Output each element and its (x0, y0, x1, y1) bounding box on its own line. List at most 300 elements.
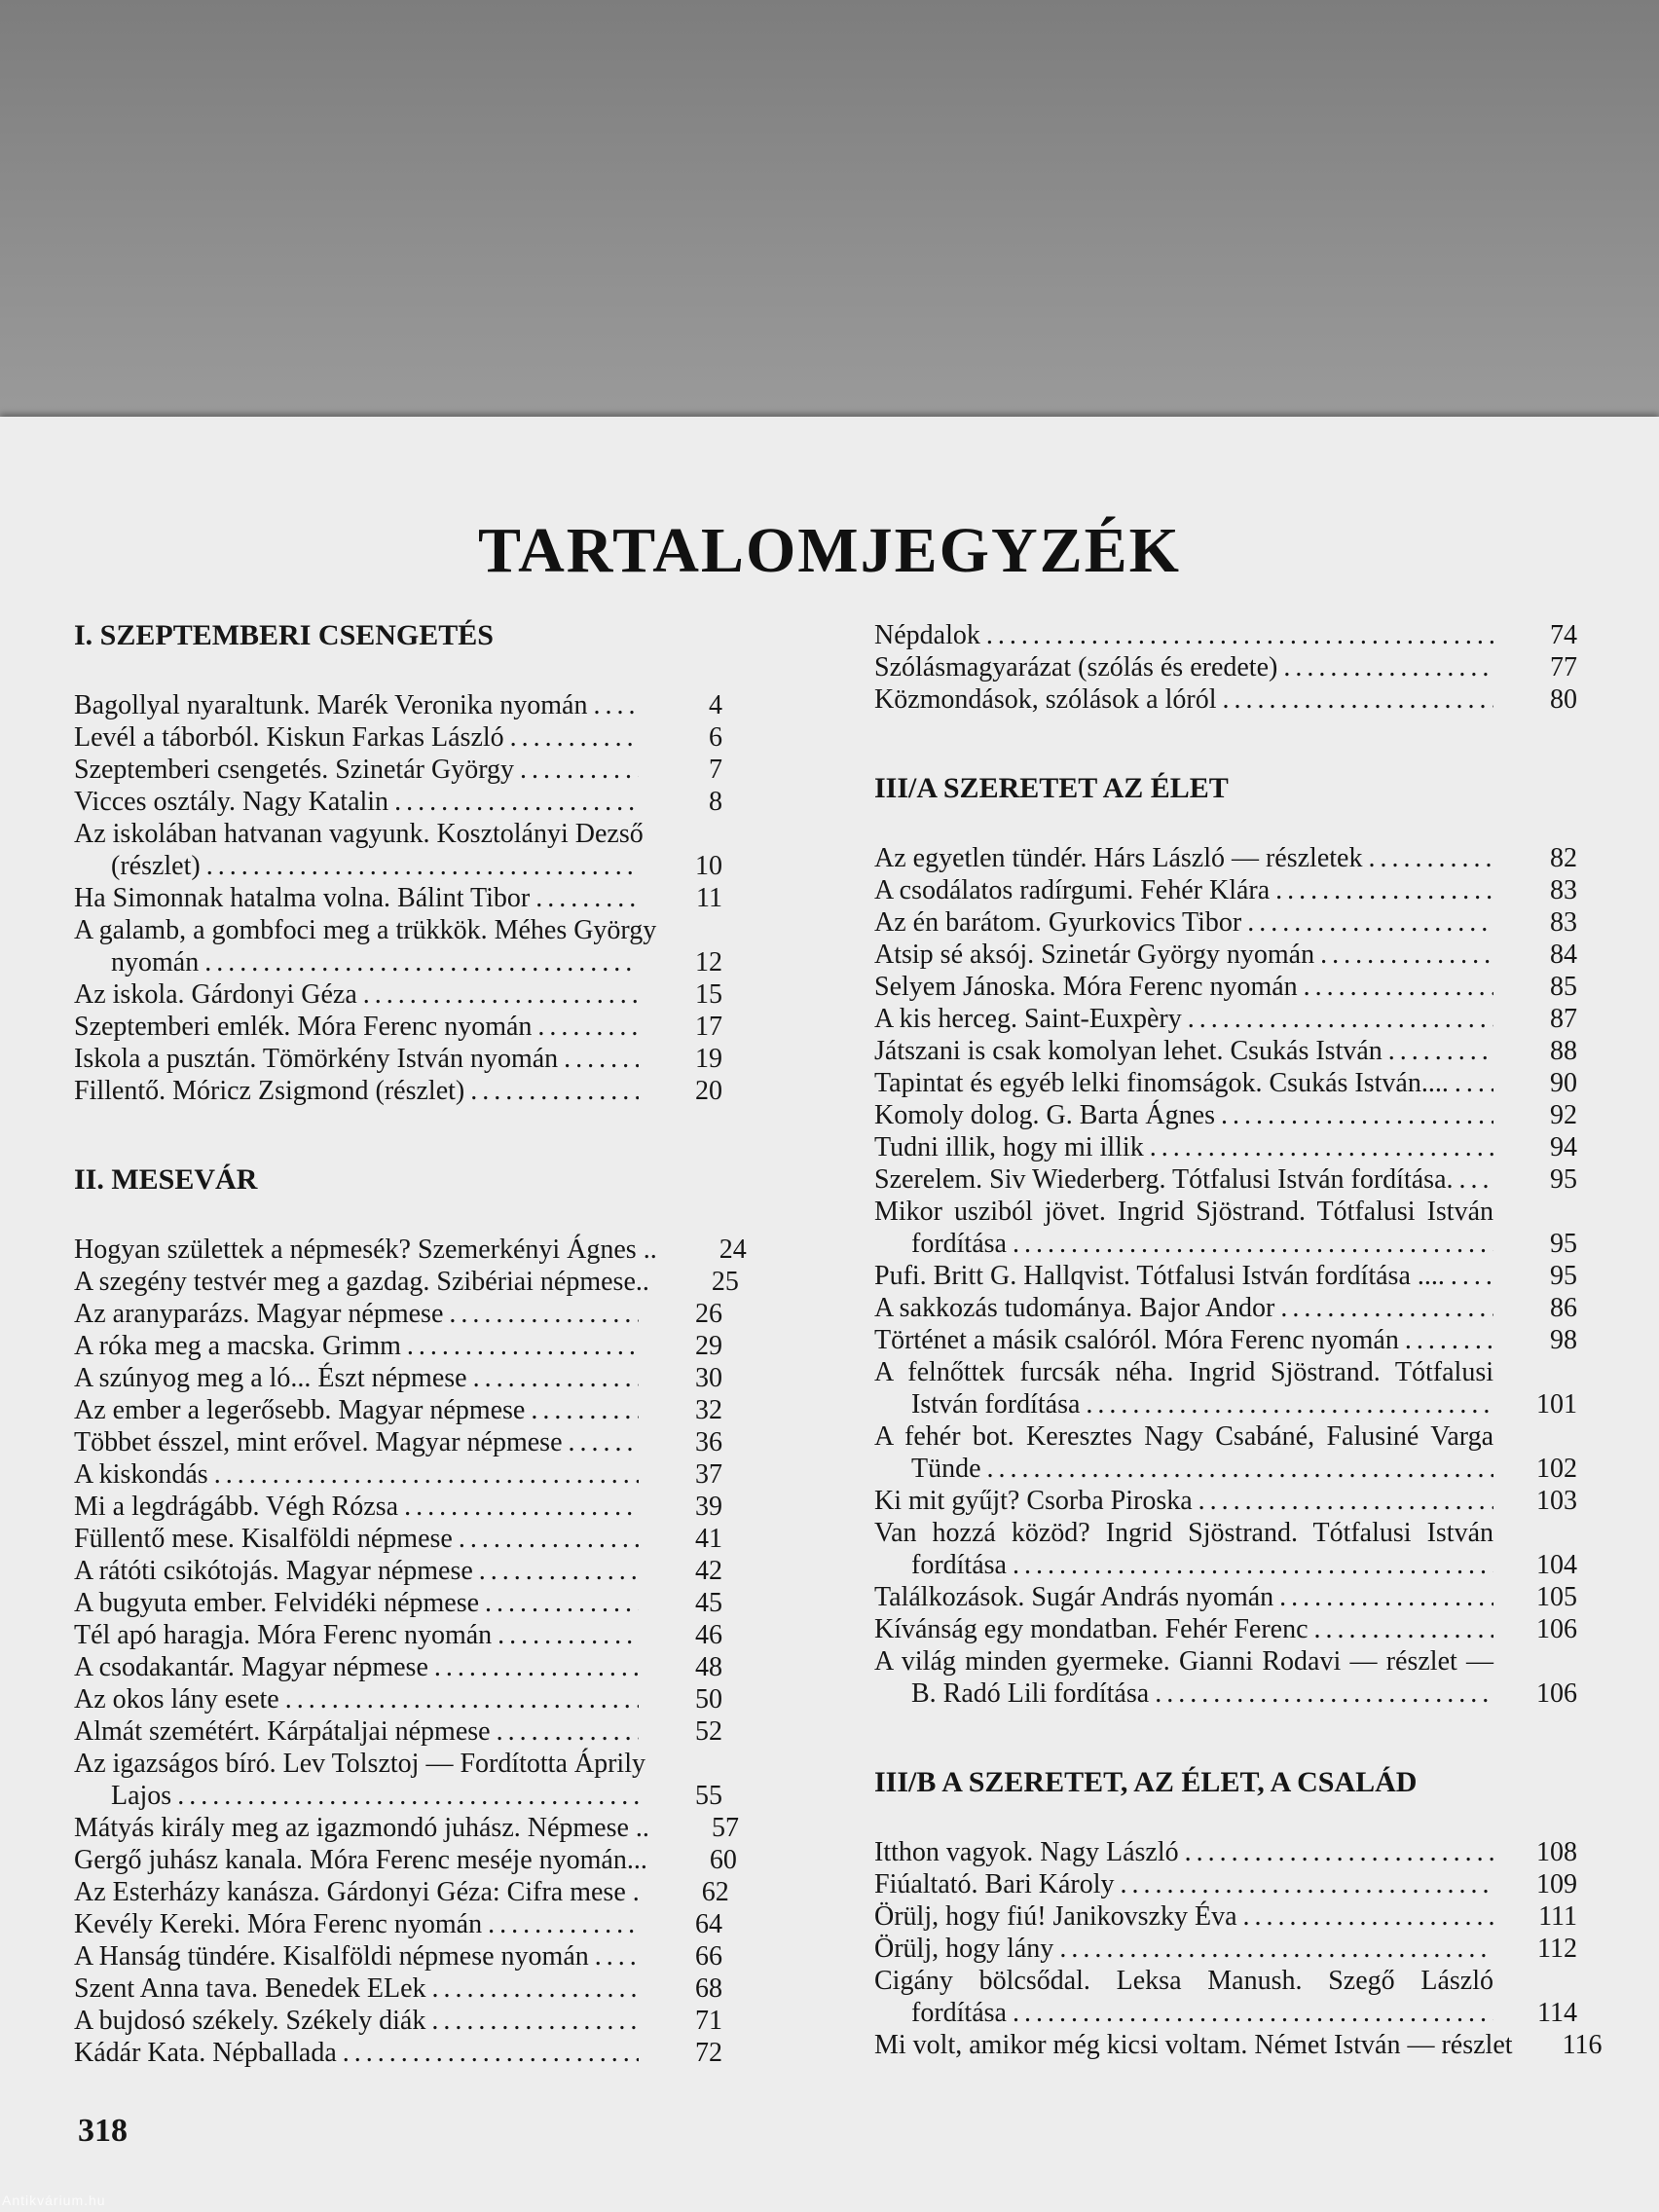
dot-leader (1013, 1997, 1493, 2029)
dot-leader (520, 754, 639, 786)
toc-entry (874, 1067, 1577, 1099)
watermark-logo: Antikvárium.hu (2, 2193, 106, 2208)
toc-entry (74, 882, 722, 914)
toc-entry-text: Kívánság egy mondatban. Fehér Ferenc (874, 1614, 1309, 1644)
toc-entry (874, 1420, 1577, 1485)
dot-leader (459, 1523, 639, 1555)
toc-entry-line (74, 978, 722, 1011)
toc-entry-line (874, 1549, 1577, 1581)
toc-page-number: 104 (1536, 1550, 1577, 1580)
toc-entry (74, 1491, 722, 1523)
toc-entry-line (874, 1388, 1577, 1420)
toc-page-number: 114 (1537, 1998, 1577, 2028)
dot-leader (1013, 1549, 1493, 1581)
toc-entry-line (874, 874, 1577, 906)
dot-leader (535, 882, 639, 914)
toc-entry (874, 651, 1577, 683)
toc-entry (74, 1748, 722, 1812)
toc-page-number: 98 (1550, 1325, 1577, 1355)
left-column (74, 619, 747, 2069)
toc-entry-text: Szent Anna tava. Benedek ELek (74, 1973, 426, 2004)
toc-entry (874, 1836, 1577, 1868)
dot-leader (1188, 1003, 1493, 1035)
toc-entry-text: Tudni illik, hogy mi illik (874, 1132, 1144, 1162)
toc-entry-line (874, 1228, 1577, 1260)
toc-entry-text: Ha Simonnak hatalma volna. Bálint Tibor (74, 883, 531, 913)
toc-entry (874, 1196, 1577, 1260)
toc-entry (74, 1908, 722, 1940)
dot-leader (1368, 842, 1493, 874)
dot-leader (285, 1683, 639, 1715)
toc-entry-text: Tapintat és egyéb lelki finomságok. Csukás István.... (874, 1068, 1449, 1098)
right-column (874, 619, 1603, 2061)
section-heading: III/A SZERETET AZ ÉLET (874, 772, 1229, 804)
dot-leader (394, 786, 639, 818)
toc-entry-line (74, 1043, 722, 1075)
toc-entry-text: A csodálatos radírgumi. Fehér Klára (874, 875, 1271, 905)
toc-entry-text: A galamb, a gombfoci meg a trükkök. Méhes György (74, 915, 657, 945)
toc-entry-text: Fiúaltató. Bari Károly (874, 1869, 1115, 1899)
toc-entry-line (74, 1587, 722, 1619)
dot-leader (449, 1298, 639, 1330)
dot-leader (404, 1491, 639, 1523)
dot-leader (498, 1619, 639, 1651)
toc-entry-line (874, 1997, 1577, 2029)
toc-entry-text: Füllentő mese. Kisalföldi népmese (74, 1524, 453, 1554)
toc-entry (874, 1003, 1577, 1035)
toc-entry (74, 1234, 747, 1266)
toc-entry-text: A bugyuta ember. Felvidéki népmese (74, 1588, 480, 1618)
toc-entry-line (74, 1523, 722, 1555)
toc-page-number: 20 (695, 1076, 722, 1106)
toc-entry-line (74, 818, 722, 850)
dot-leader (1388, 1035, 1493, 1067)
dot-leader (595, 1940, 639, 1972)
toc-entry-text: Az iskolában hatvanan vagyunk. Kosztolányi Dezső (74, 819, 644, 849)
toc-page-number: 46 (695, 1620, 722, 1650)
toc-entry-line (74, 1234, 747, 1266)
toc-entry-text: fordítása (911, 1550, 1007, 1580)
toc-entry (74, 1458, 722, 1491)
dot-leader (497, 1715, 639, 1748)
page-title: TARTALOMJEGYZÉK (478, 515, 1181, 586)
dot-leader (1221, 1099, 1493, 1131)
dot-leader (986, 619, 1493, 651)
dot-leader (473, 1362, 639, 1394)
toc-entry-text: Selyem Jánoska. Móra Ferenc nyomán (874, 972, 1298, 1002)
toc-entry-text: A felnőttek furcsák néha. Ingrid Sjöstrand. Tótfalusi (874, 1357, 1493, 1387)
dot-leader (1223, 683, 1494, 716)
toc-entry (74, 2037, 722, 2069)
toc-entry-line (874, 1836, 1577, 1868)
toc-entry (874, 1933, 1577, 1965)
toc-entry (874, 1356, 1577, 1420)
dot-leader (531, 1394, 639, 1426)
dot-leader (204, 946, 639, 978)
background-surface (0, 0, 1659, 419)
dot-leader (432, 1972, 639, 2005)
toc-entry-line (74, 1651, 722, 1683)
toc-entry (874, 939, 1577, 971)
toc-entry-line (74, 882, 722, 914)
toc-entry-line (74, 1266, 739, 1298)
toc-page-number: 48 (695, 1652, 722, 1682)
toc-entry-line (74, 1491, 722, 1523)
toc-entry-text: A csodakantár. Magyar népmese (74, 1652, 428, 1682)
toc-page-number: 25 (711, 1267, 739, 1297)
toc-entry-line (74, 914, 722, 946)
dot-leader (488, 1908, 639, 1940)
toc-entry-line (874, 1677, 1577, 1710)
toc-entry-text: Bagollyal nyaraltunk. Marék Veronika nyomán (74, 690, 588, 720)
toc-entry-text: Örülj, hogy lány (874, 1934, 1054, 1964)
dot-leader (510, 721, 639, 754)
toc-entry-line (74, 1362, 722, 1394)
toc-page-number: 24 (719, 1235, 747, 1265)
dot-leader (434, 1651, 639, 1683)
toc-entry (74, 1011, 722, 1043)
toc-entry-line (74, 721, 722, 754)
toc-entry-text: Mátyás király meg az igazmondó juhász. Népmese .. (74, 1813, 649, 1843)
toc-page-number: 64 (695, 1909, 722, 1939)
toc-entry-line (74, 1683, 722, 1715)
dot-leader (363, 978, 639, 1011)
toc-entry-line (874, 1356, 1577, 1388)
toc-entry-text: A rátóti csikótojás. Magyar népmese (74, 1556, 473, 1586)
toc-entry-text: Mi a legdrágább. Végh Rózsa (74, 1492, 399, 1522)
toc-entry-line (874, 683, 1577, 716)
book-page (0, 417, 1659, 2212)
toc-entry (874, 1517, 1577, 1581)
toc-entry-text: Gergő juhász kanala. Móra Ferenc meséje nyomán... (74, 1845, 647, 1875)
toc-entry (874, 1035, 1577, 1067)
toc-page-number: 102 (1536, 1454, 1577, 1484)
toc-entry-text: Kevély Kereki. Móra Ferenc nyomán (74, 1909, 483, 1939)
dot-leader (1247, 906, 1493, 939)
dot-leader (1013, 1228, 1493, 1260)
dot-leader (1275, 874, 1493, 906)
toc-entry-text: Szeptemberi csengetés. Szinetár György (74, 755, 515, 785)
dot-leader (1304, 971, 1493, 1003)
toc-entry-text: Az egyetlen tündér. Hárs László — részletek (874, 843, 1363, 873)
dot-leader (1459, 1163, 1494, 1196)
toc-page-number: 68 (695, 1973, 722, 2004)
toc-page-number: 111 (1538, 1901, 1577, 1932)
toc-entry (874, 1099, 1577, 1131)
toc-entry-text: Az iskola. Gárdonyi Géza (74, 979, 357, 1010)
toc-entry-line (74, 1075, 722, 1107)
toc-entry-line (874, 619, 1577, 651)
toc-entry-line (74, 786, 722, 818)
toc-entry-text: Szólásmagyarázat (szólás és eredete) (874, 652, 1278, 682)
section-heading: III/B A SZERETET, AZ ÉLET, A CSALÁD (874, 1766, 1418, 1798)
section-heading: II. MESEVÁR (74, 1163, 258, 1196)
toc-entry-text: Lajos (111, 1781, 172, 1811)
toc-entry (874, 1485, 1577, 1517)
toc-entry-line (74, 1972, 722, 2005)
toc-entry-text: A fehér bot. Keresztes Nagy Csabáné, Falusiné Varga (874, 1421, 1493, 1452)
toc-entry-text: Találkozások. Sugár András nyomán (874, 1582, 1274, 1612)
toc-entry (74, 1362, 722, 1394)
dot-leader (485, 1587, 639, 1619)
toc-entry-text: Tél apó haragja. Móra Ferenc nyomán (74, 1620, 493, 1650)
toc-entry (74, 1043, 722, 1075)
dot-leader (1198, 1485, 1493, 1517)
toc-entry-text: Cigány bölcsődal. Leksa Manush. Szegő László (874, 1966, 1493, 1996)
toc-page-number: 88 (1550, 1036, 1577, 1066)
toc-entry-text: A sakkozás tudománya. Bajor Andor (874, 1293, 1275, 1323)
dot-leader (1059, 1933, 1493, 1965)
toc-page-number: 94 (1550, 1132, 1577, 1162)
toc-entry-text: Fillentő. Móricz Zsigmond (részlet) (74, 1076, 465, 1106)
toc-entry-text: nyomán (111, 947, 200, 977)
toc-page-number: 83 (1550, 875, 1577, 905)
toc-entry-line (874, 1196, 1577, 1228)
toc-page-number: 83 (1550, 907, 1577, 938)
toc-entry (74, 689, 722, 721)
toc-entry-line (74, 1844, 737, 1876)
dot-leader (407, 1330, 639, 1362)
toc-entry (74, 1940, 722, 1972)
toc-page-number: 101 (1536, 1389, 1577, 1419)
toc-page-number: 112 (1537, 1934, 1577, 1964)
toc-entry (874, 1868, 1577, 1900)
toc-page-number: 45 (695, 1588, 722, 1618)
toc-entry-text: A kiskondás (74, 1459, 208, 1490)
toc-page-number: 103 (1536, 1486, 1577, 1516)
toc-entry (74, 786, 722, 818)
toc-entry-text: A bujdosó székely. Székely diák (74, 2006, 426, 2036)
toc-entry-text: Közmondások, szólások a lóról (874, 684, 1217, 715)
toc-page-number: 17 (695, 1012, 722, 1042)
toc-page-number: 15 (695, 979, 722, 1010)
dot-leader (1320, 939, 1493, 971)
toc-entry (874, 1645, 1577, 1710)
toc-entry-text: A szúnyog meg a ló... Észt népmese (74, 1363, 467, 1393)
toc-page-number: 11 (696, 883, 722, 913)
toc-entry (74, 1619, 722, 1651)
toc-entry-text: István fordítása (911, 1389, 1081, 1419)
toc-page-number: 95 (1550, 1164, 1577, 1195)
toc-entry (874, 1131, 1577, 1163)
toc-entry (874, 1292, 1577, 1324)
toc-page-number: 6 (709, 722, 722, 753)
section-heading: I. SZEPTEMBERI CSENGETÉS (74, 619, 494, 651)
toc-entry-text: Az igazságos bíró. Lev Tolsztoj — Fordította Áprily (74, 1749, 645, 1779)
toc-entry-line (74, 1426, 722, 1458)
toc-entry (74, 1330, 722, 1362)
toc-page-number: 95 (1550, 1261, 1577, 1291)
toc-entry-text: Örülj, hogy fiú! Janikovszky Éva (874, 1901, 1237, 1932)
toc-entry (874, 1965, 1577, 2029)
toc-entry-text: Népdalok (874, 620, 980, 650)
toc-entry-text: A szegény testvér meg a gazdag. Szibériai népmese.. (74, 1267, 649, 1297)
toc-entry (74, 1812, 739, 1844)
dot-leader (1150, 1131, 1493, 1163)
toc-entry (74, 1298, 722, 1330)
toc-entry-text: Játszani is csak komolyan lehet. Csukás István (874, 1036, 1382, 1066)
toc-entry (74, 1876, 729, 1908)
toc-entry-text: Itthon vagyok. Nagy László (874, 1837, 1179, 1867)
toc-entry (74, 1587, 722, 1619)
toc-entry-line (74, 1011, 722, 1043)
toc-page-number: 37 (695, 1459, 722, 1490)
toc-entry-line (74, 1298, 722, 1330)
toc-entry (874, 2029, 1603, 2061)
toc-entry-line (874, 1453, 1577, 1485)
toc-entry-line (74, 1394, 722, 1426)
toc-page-number: 10 (695, 851, 722, 881)
toc-entry-line (874, 1035, 1577, 1067)
toc-page-number: 62 (701, 1877, 729, 1907)
toc-entry-text: Komoly dolog. G. Barta Ágnes (874, 1100, 1215, 1130)
toc-page-number: 80 (1550, 684, 1577, 715)
toc-entry-text: Van hozzá közöd? Ingrid Sjöstrand. Tótfalusi István (874, 1518, 1493, 1548)
toc-entry-line (874, 1933, 1577, 1965)
toc-entry (74, 2005, 722, 2037)
toc-entry (874, 683, 1577, 716)
section-spacer (74, 1107, 722, 1163)
toc-entry-line (874, 1067, 1577, 1099)
toc-entry (874, 1324, 1577, 1356)
toc-page-number: 95 (1550, 1229, 1577, 1259)
toc-page-number: 36 (695, 1427, 722, 1457)
toc-page-number: 82 (1550, 843, 1577, 873)
toc-entry-line (74, 1876, 729, 1908)
dot-leader (1243, 1900, 1494, 1933)
toc-entry (74, 818, 722, 882)
toc-page-number: 105 (1536, 1582, 1577, 1612)
toc-page-number: 66 (695, 1941, 722, 1972)
toc-entry (74, 1972, 722, 2005)
dot-leader (593, 689, 639, 721)
toc-entry (74, 754, 722, 786)
toc-entry-line (74, 1458, 722, 1491)
toc-entry (874, 971, 1577, 1003)
toc-entry (74, 1844, 737, 1876)
toc-page-number: 60 (709, 1845, 737, 1875)
toc-entry-line (874, 1965, 1577, 1997)
toc-page-number: 41 (695, 1524, 722, 1554)
toc-entry-line (874, 1613, 1577, 1645)
toc-entry-line (74, 1619, 722, 1651)
toc-entry (74, 1266, 739, 1298)
toc-entry-text: Többet ésszel, mint erővel. Magyar népmese (74, 1427, 563, 1457)
dot-leader (1155, 1677, 1493, 1710)
toc-entry-line (874, 1581, 1577, 1613)
toc-page-number: 77 (1550, 652, 1577, 682)
toc-entry-text: Az aranyparázs. Magyar népmese (74, 1299, 444, 1329)
toc-entry-line (74, 689, 722, 721)
toc-page-number: 109 (1536, 1869, 1577, 1899)
dot-leader (537, 1011, 639, 1043)
toc-entry-line (74, 1812, 739, 1844)
toc-entry (874, 874, 1577, 906)
toc-entry-text: Az okos lány esete (74, 1684, 279, 1714)
toc-entry-line (74, 1330, 722, 1362)
toc-entry-line (74, 2037, 722, 2069)
dot-leader (479, 1555, 639, 1587)
toc-entry (874, 1581, 1577, 1613)
toc-page-number: 52 (695, 1716, 722, 1747)
toc-page-number: 106 (1536, 1678, 1577, 1709)
toc-entry-line (874, 651, 1577, 683)
toc-entry (74, 914, 722, 978)
toc-entry-line (74, 1940, 722, 1972)
toc-entry-text: fordítása (911, 1998, 1007, 2028)
toc-entry (74, 1426, 722, 1458)
toc-page-number: 7 (709, 755, 722, 785)
toc-entry (74, 1075, 722, 1107)
toc-entry (874, 1163, 1577, 1196)
toc-page-number: 71 (695, 2006, 722, 2036)
toc-entry-line (874, 842, 1577, 874)
toc-entry-line (874, 2029, 1603, 2061)
toc-page-number: 30 (695, 1363, 722, 1393)
toc-entry (874, 1900, 1577, 1933)
toc-page-number: 84 (1550, 940, 1577, 970)
toc-entry-line (874, 971, 1577, 1003)
dot-leader (1455, 1067, 1493, 1099)
toc-entry-text: A kis herceg. Saint-Euxpèry (874, 1004, 1182, 1034)
toc-entry-line (874, 939, 1577, 971)
toc-entry-line (874, 1420, 1577, 1453)
toc-entry-line (874, 1868, 1577, 1900)
toc-entry (74, 1523, 722, 1555)
dot-leader (431, 2005, 639, 2037)
toc-page-number: 39 (695, 1492, 722, 1522)
toc-entry-line (874, 906, 1577, 939)
toc-entry-text: Mi volt, amikor még kicsi voltam. Német István — részlet (874, 2030, 1513, 2060)
toc-page-number: 87 (1550, 1004, 1577, 1034)
toc-entry (74, 1555, 722, 1587)
toc-entry-text: Vicces osztály. Nagy Katalin (74, 787, 389, 817)
toc-entry-text: Iskola a pusztán. Tömörkény István nyomán (74, 1044, 559, 1074)
toc-entry-line (874, 1645, 1577, 1677)
toc-page-number: 8 (709, 787, 722, 817)
toc-entry-text: A róka meg a macska. Grimm (74, 1331, 401, 1361)
toc-entry-text: Szerelem. Siv Wiederberg. Tótfalusi István fordítása. (874, 1164, 1454, 1195)
toc-entry (74, 1394, 722, 1426)
toc-entry-text: B. Radó Lili fordítása (911, 1678, 1150, 1709)
toc-page-number: 86 (1550, 1293, 1577, 1323)
toc-entry-text: A Hanság tündére. Kisalföldi népmese nyomán (74, 1941, 589, 1972)
toc-entry-text: A világ minden gyermeke. Gianni Rodavi — részlet — (874, 1646, 1493, 1677)
toc-entry-line (874, 1163, 1577, 1196)
toc-entry (874, 906, 1577, 939)
toc-entry-text: Hogyan születtek a népmesék? Szemerkényi Ágnes .. (74, 1235, 657, 1265)
toc-page-number: 106 (1536, 1614, 1577, 1644)
toc-entry-line (874, 1900, 1577, 1933)
dot-leader (214, 1458, 639, 1491)
dot-leader (1283, 651, 1493, 683)
toc-entry-line (74, 2005, 722, 2037)
toc-page-number: 29 (695, 1331, 722, 1361)
toc-page-number: 72 (695, 2038, 722, 2068)
toc-entry (74, 1715, 722, 1748)
toc-entry-line (74, 1908, 722, 1940)
toc-entry-line (874, 1517, 1577, 1549)
toc-entry-text: Az Esterházy kanásza. Gárdonyi Géza: Cifra mese . (74, 1877, 640, 1907)
toc-page-number: 85 (1550, 972, 1577, 1002)
toc-entry-text: Történet a másik csalóról. Móra Ferenc nyomán (874, 1325, 1399, 1355)
toc-entry-line (74, 1715, 722, 1748)
toc-entry-text: Tünde (911, 1454, 981, 1484)
toc-page-number: 90 (1550, 1068, 1577, 1098)
toc-page-number: 50 (695, 1684, 722, 1714)
toc-entry-line (874, 1324, 1577, 1356)
toc-entry-text: (részlet) (111, 851, 201, 881)
